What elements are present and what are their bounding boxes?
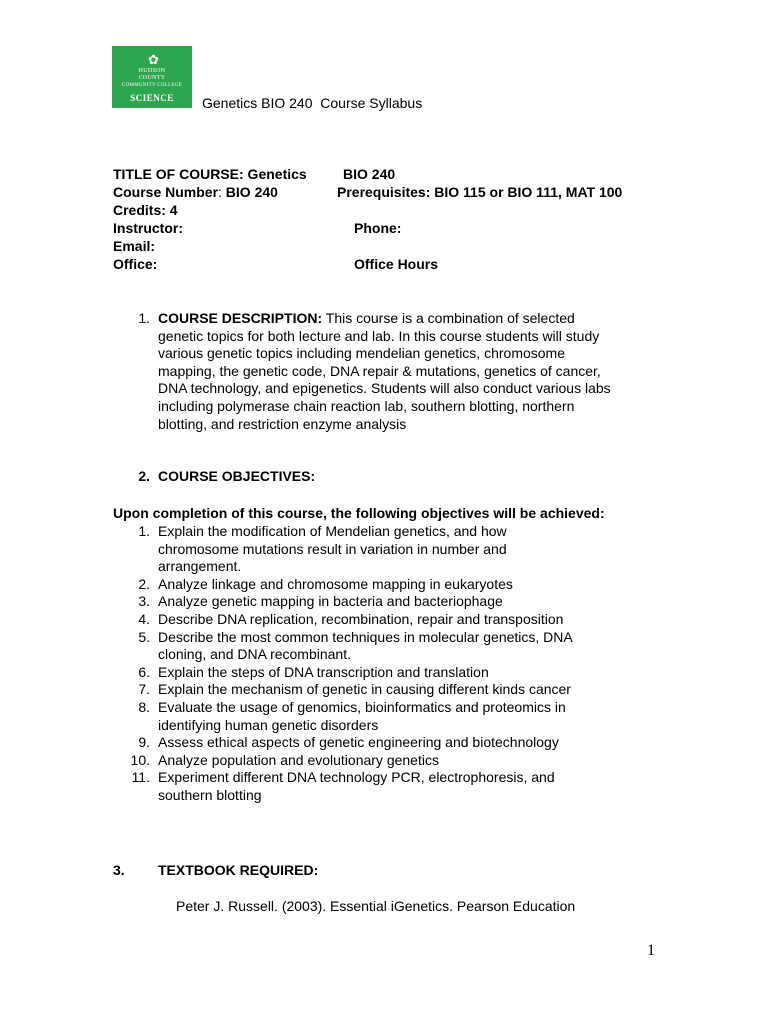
objective-text: Analyze genetic mapping in bacteria and bacteriophage (158, 593, 503, 610)
section-1-line-1: genetic topics for both lecture and lab. In this course students will study (158, 327, 600, 344)
section-1-line-6: blotting, and restriction enzyme analysis (158, 415, 407, 432)
office-hours-label: Office Hours (354, 256, 439, 272)
instructor-label: Instructor: (113, 220, 183, 236)
course-title-label: TITLE OF COURSE: Genetics (113, 166, 307, 182)
objective-number: 5. (138, 628, 150, 645)
document-header-title: Genetics BIO 240 Course Syllabus (202, 95, 423, 111)
logo-science: SCIENCE (130, 93, 174, 103)
objectives-intro: Upon completion of this course, the following objectives will be achieved: (113, 505, 605, 521)
objective-number: 2. (138, 575, 150, 592)
objective-text: Explain the modification of Mendelian genetics, and how (158, 523, 507, 539)
section-1-line-5: including polymerase chain reaction lab, southern blotting, northern (158, 398, 575, 414)
section-2-number: 2. (138, 468, 150, 484)
objective-text: Describe the most common techniques in molecular genetics, DNA (158, 628, 573, 645)
section-2-heading: COURSE OBJECTIVES: (158, 468, 316, 484)
section-1-line-2: various genetic topics including mendelian genetics, chromosome (158, 345, 565, 362)
college-logo (112, 46, 192, 108)
course-title-code: BIO 240 (343, 166, 396, 182)
credits: Credits: 4 (113, 202, 178, 218)
objective-number: 8. (138, 699, 150, 715)
section-1-line-3: mapping, the genetic code, DNA repair & mutations, genetics of cancer, (158, 362, 601, 379)
prerequisites: Prerequisites: BIO 115 or BIO 111, MAT 100 (337, 184, 623, 200)
objective-text: Describe DNA replication, recombination, repair and transposition (158, 611, 564, 627)
objective-number: 1. (138, 523, 150, 539)
email-label: Email: (113, 238, 156, 254)
leaf-icon: ✿ (148, 52, 159, 67)
objective-text: Analyze linkage and chromosome mapping in eukaryotes (158, 575, 513, 592)
objective-text: cloning, and DNA recombinant. (158, 646, 351, 663)
objective-text: chromosome mutations result in variation in number and (158, 540, 507, 557)
objective-text: Explain the steps of DNA transcription and translation (158, 663, 489, 680)
course-number: Course Number: BIO 240 (113, 184, 278, 200)
course-number-label: Course Number (113, 184, 219, 200)
section-1-line-0: COURSE DESCRIPTION: This course is a combination of selected (158, 310, 575, 326)
objective-number: 6. (138, 663, 150, 680)
objective-text: Analyze population and evolutionary genetics (158, 751, 439, 768)
objective-text: southern blotting (158, 787, 262, 803)
objective-text: arrangement. (158, 558, 242, 575)
page-number: 1 (647, 942, 655, 959)
section-1-heading: COURSE DESCRIPTION: (158, 310, 323, 326)
objective-number: 9. (138, 734, 150, 751)
office-label: Office: (113, 256, 158, 272)
textbook-citation: Peter J. Russell. (2003). Essential iGenetics. Pearson Education (176, 898, 576, 914)
objective-text: identifying human genetic disorders (158, 716, 379, 733)
logo-line-3: COMMUNITY COLLEGE (121, 83, 183, 88)
objective-number: 10. (130, 751, 150, 768)
section-1-number: 1. (138, 310, 150, 326)
logo-line-2: COUNTY (138, 75, 166, 81)
objective-text: Evaluate the usage of genomics, bioinformatics and proteomics in (158, 699, 566, 715)
objective-number: 4. (138, 611, 150, 627)
objective-text: Explain the mechanism of genetic in causing different kinds cancer (158, 681, 571, 698)
phone-label: Phone: (354, 220, 402, 236)
section-3-heading: TEXTBOOK REQUIRED: (158, 862, 319, 878)
objective-number: 7. (138, 681, 150, 698)
objective-text: Assess ethical aspects of genetic engineering and biotechnology (158, 734, 559, 751)
section-1-line-4: DNA technology, and epigenetics. Students will also conduct various labs (158, 380, 611, 397)
objective-text: Experiment different DNA technology PCR, electrophoresis, and (158, 769, 555, 786)
section-3-number: 3. (113, 862, 125, 878)
objective-number: 11. (131, 769, 150, 786)
logo-line-1: HUDSON (138, 68, 166, 74)
objective-number: 3. (138, 593, 150, 610)
